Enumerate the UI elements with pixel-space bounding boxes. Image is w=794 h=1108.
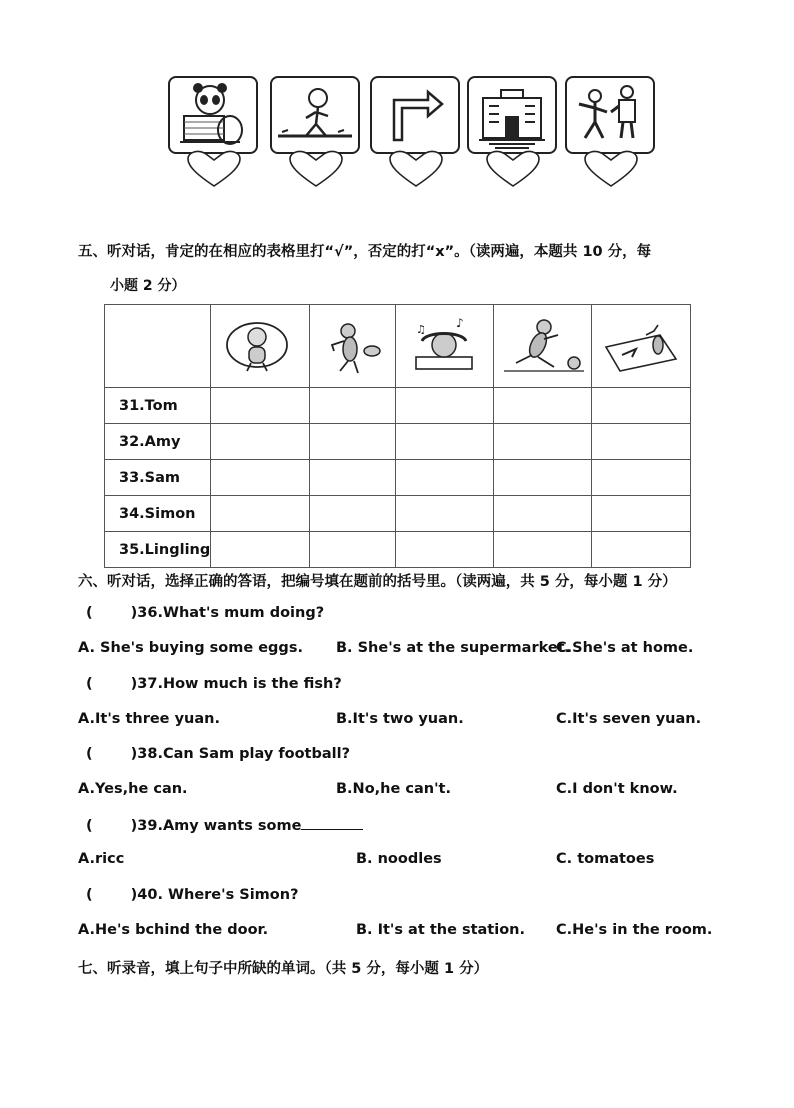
table-picture-run-ball — [494, 305, 592, 388]
table-picture-jump-rope — [211, 305, 310, 388]
question-36 — [86, 605, 324, 621]
option-b: B. It's at the station. — [356, 922, 525, 938]
heart-answer-box-4 — [485, 150, 541, 188]
picture-boy-running — [270, 76, 360, 154]
answer-cell[interactable] — [211, 532, 310, 568]
section5-title: 五、听对话，肯定的在相应的表格里打“√”，否定的打“x”。（读两遍，本题共 10 分，每 — [78, 244, 652, 260]
heart-answer-box-5 — [583, 150, 639, 188]
option-a: A.He's bchind the door. — [78, 922, 269, 938]
answer-cell[interactable] — [396, 532, 494, 568]
question-text: )36.What's mum doing? — [130, 605, 325, 621]
option-c: C. tomatoes — [556, 851, 655, 867]
answer-cell[interactable] — [494, 424, 592, 460]
table-header-row — [105, 305, 691, 388]
row-name-cell: 34.Simon — [105, 496, 211, 532]
picture-panda-reading — [168, 76, 258, 154]
row-name-cell: 35.Lingling — [105, 532, 211, 568]
svg-text:♪: ♪ — [456, 316, 464, 330]
question-39 — [86, 817, 363, 834]
answer-cell[interactable] — [592, 532, 691, 568]
question-text: )39.Amy wants some — [130, 818, 302, 834]
option-c: C.I don't know. — [556, 781, 678, 797]
question-38 — [86, 746, 350, 762]
option-c: C.He's in the room. — [556, 922, 713, 938]
heart-answer-box-3 — [388, 150, 444, 188]
answer-cell[interactable] — [310, 496, 396, 532]
question-text: )40. Where's Simon? — [130, 887, 299, 903]
picture-kungfu-men — [565, 76, 655, 154]
picture-station-building — [467, 76, 557, 154]
answer-cell[interactable] — [310, 424, 396, 460]
answer-paren-open[interactable]: ( — [86, 818, 93, 834]
answer-cell[interactable] — [211, 424, 310, 460]
answer-cell[interactable] — [396, 388, 494, 424]
answer-cell[interactable] — [494, 460, 592, 496]
answer-cell[interactable] — [396, 460, 494, 496]
answer-paren-open[interactable]: ( — [86, 887, 93, 903]
question-40 — [86, 887, 298, 903]
option-b: B.It's two yuan. — [336, 711, 464, 727]
table-row — [105, 496, 691, 532]
answer-cell[interactable] — [310, 532, 396, 568]
answer-cell[interactable] — [592, 424, 691, 460]
option-a: A. She's buying some eggs. — [78, 640, 303, 656]
answer-cell[interactable] — [211, 460, 310, 496]
table-picture-kick-ball — [310, 305, 396, 388]
answer-cell[interactable] — [494, 388, 592, 424]
answer-cell[interactable] — [396, 424, 494, 460]
answer-cell[interactable] — [310, 388, 396, 424]
question-text: )38.Can Sam play football? — [130, 746, 351, 762]
section5-title-cont: 小题 2 分） — [110, 278, 186, 294]
answer-cell[interactable] — [592, 496, 691, 532]
table-picture-phone-music — [396, 305, 494, 388]
answer-cell[interactable] — [592, 388, 691, 424]
table-row — [105, 388, 691, 424]
row-name-cell: 32.Amy — [105, 424, 211, 460]
section6-title: 六、听对话，选择正确的答语，把编号填在题前的括号里。（读两遍，共 5 分，每小题 1 分） — [78, 574, 677, 590]
option-b: B. She's at the supermarket. — [336, 640, 571, 656]
answer-cell[interactable] — [310, 460, 396, 496]
answer-table — [104, 304, 691, 568]
answer-cell[interactable] — [211, 496, 310, 532]
option-a: A.Yes,he can. — [78, 781, 188, 797]
option-c: C.It's seven yuan. — [556, 711, 702, 727]
answer-cell[interactable] — [396, 496, 494, 532]
answer-cell[interactable] — [494, 532, 592, 568]
answer-cell[interactable] — [592, 460, 691, 496]
answer-cell[interactable] — [494, 496, 592, 532]
answer-paren-open[interactable]: ( — [86, 676, 93, 692]
question-text: )37.How much is the fish? — [130, 676, 342, 692]
option-a: A.ricc — [78, 851, 125, 867]
option-b: B. noodles — [356, 851, 442, 867]
answer-paren-open[interactable]: ( — [86, 746, 93, 762]
table-row — [105, 532, 691, 568]
picture-turn-right-sign — [370, 76, 460, 154]
table-row — [105, 460, 691, 496]
table-row — [105, 424, 691, 460]
answer-paren-open[interactable]: ( — [86, 605, 93, 621]
heart-answer-box-2 — [288, 150, 344, 188]
answer-cell[interactable] — [211, 388, 310, 424]
heart-answer-box-1 — [186, 150, 242, 188]
question-37 — [86, 676, 342, 692]
table-corner-cell — [105, 305, 211, 388]
option-a: A.It's three yuan. — [78, 711, 220, 727]
row-name-cell: 33.Sam — [105, 460, 211, 496]
table-picture-drawing — [592, 305, 691, 388]
svg-text:♫: ♫ — [416, 323, 427, 336]
section7-title: 七、听录音，填上句子中所缺的单词。（共 5 分，每小题 1 分） — [78, 961, 489, 977]
option-c: C.She's at home. — [556, 640, 694, 656]
row-name-cell: 31.Tom — [105, 388, 211, 424]
option-b: B.No,he can't. — [336, 781, 451, 797]
fill-blank-line[interactable] — [301, 817, 363, 830]
